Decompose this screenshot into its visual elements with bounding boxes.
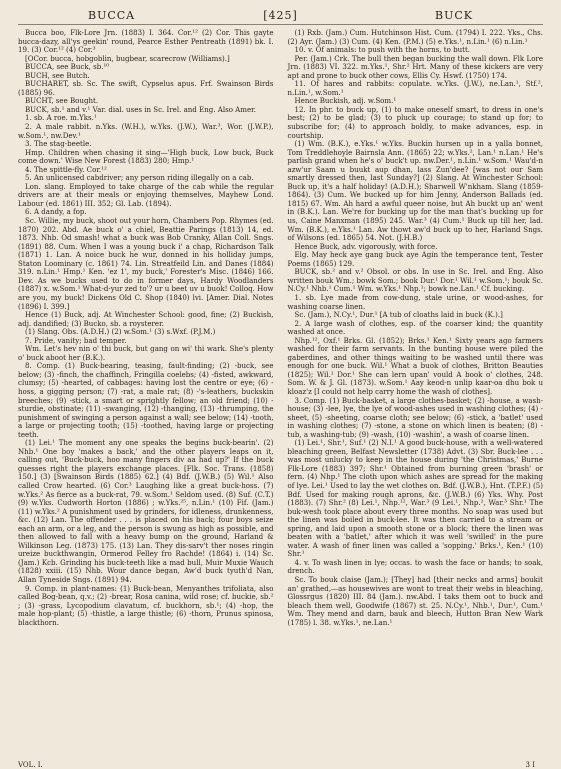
entry-paragraph: BUCHARET, sb. Sc. The swift, Cypselus apus. Frf. Swainson Birds (1885) 96. [18,79,274,97]
entry-paragraph: Bucca boo, Flk-Lore Jrn. (1883) I. 364. Cor.¹² (2) Cor. This gayte bucca-dazy, all'ys geekin' round, Pearce Esther Pentreath (1891) bk. I. 19. (3) Cor.¹² (4) Cor.³ [18,28,274,55]
entry-paragraph: Sc. (Jam.), N.Cy.¹, Dur.¹ [A tub of cloaths laid in buck (K.).] [294,310,503,320]
entry-paragraph: 1. sb. A roe. m.Yks.¹ [25,113,97,123]
entry-paragraph: 4. The spittle-fly. Cor.¹² [25,164,107,174]
entry-paragraph: 7. Pride, vanity; bad temper. [25,335,127,345]
entry-paragraph: Hence Buckish, adj. w.Som.¹ [294,96,397,106]
entry-paragraph: Per. (Jam.) Crk. The bull then began bucking the wall down. Flk Lore Jrn. (1883) VI. 322. m.Yks.¹, Shr.² Hrt. Many of these kickers are very apt and prone to buck other cows, Ellis Cy. Hswf. (1750) 174. [287,53,543,80]
entry-paragraph: (1) Wm. (B.K.), e.Yks.¹ w.Yks. Buckin hursen up in a yalla bonnet, Tom Treddlehoyle Bairnsla Ann. (1865) 22; w.Yks.², Lan.¹ n.Lan.¹ He's parlish grand when he's o' buck't up. nw.Der.¹, n.Lin.¹ w.Som.¹ Wau'd-n azw'ur Saam u buukt aup dhan, lass Zun'dee? [was not our Sam smartly dressed then, last Sunday?] (2) Slang. At Winchester School: Buck up, it's a half holiday! (A.D.H.); Sharwell W'nkham. Slang (1859-1864). (3) Cum. We bucked up for him Jenny, Anderson Ballads (ed. 1815) 67. Wm. Ah hard a awful queer noise, but Ah buckt up an' went in (B.K.). Lan. We're for bucking up for the man that's bucking up for us, Caine Manxman (1895) 245. War.³ (4) Cum.¹ Buck up till her, lad. Wm. (B.K.), e.Yks.¹ Lan. Aw thowt aw'd buck up to her, Harland Sngs. of Wilsons (ed. 1865) 54. Not. (J.H.B.) [287,139,543,243]
entry-paragraph: Sc. Willie, my buck, shoot out your horn, Chambers Pop. Rhymes (ed. 1870) 202. Abd. Ae buck o' a chiel, Beattie Parings (1813) 14, ed. 1873. Nhb. Od smash! what a buck was Bob Cranky, Allan Coll. Sngs. (1891) 88. Cum. When I was a young buck i' a chap, Richardson Talk (1871) 1. Lan. A noice buck he wur, donned in his holliday jumps, Staton Loominary (c. 1861) 74. Lin. Streatfeild Lin. and Danes (1884) 319. n.Lin.¹ Hmp.¹ Ken. 'ez 1', my buck,' Forester's Misc. (1846) 166. Dev. As we bucks used to do in former days, Hardy Woodlanders (1887) x. w.Som.¹ What-d-yur zed to'? ur u beet uv u buok! Colloq. How are you, my buck! Dickens Old C. Shop (1840) lvi. [Amer. Dial. Notes (1896) I. 399.] [18,216,274,311]
entry-paragraph: 8. Comp. (1) Buck-bearing, teasing, fault-finding; (2) -buck, see below; (3) -finch, the chaffinch, Fringilla coelebs; (4) -fisted, awkward, clumsy; (5) -hearted, of cabbages: having lost the centre or eye; (6) -hoss, a gigging person; (7) -rat, a male rat; (8) -'s-leathers, buckskin breeches; (9) -stick, a smart or sprightly fellow; an old friend; (10) -sturdie, obstinate; (11) -swanging, (12) -thanging, (13) -thrumping, the punishment of swinging a person against a wall; see below; (14) -tooth, a large or projecting tooth; (15) -toothed, having large or projecting teeth. [18,361,274,439]
entry-paragraph: BUCH, see Butch. [25,70,90,80]
entry-paragraph: 5. An unlicensed cabdriver; any person riding illegally on a cab. [25,173,254,183]
entry-paragraph: BUCK, sb.¹ and v.¹ Var. dial. uses in Sc. Irel. and Eng. Also Amer. [25,104,256,114]
entry-paragraph: 11. Of hares and rabbits: copulate. w.Yks. (J.W.), ne.Lan.¹, Stf.², n.Lin.¹, w.Som.¹ [287,79,543,97]
right-column [288,29,544,627]
entry-paragraph: (1) Lei.¹ The moment any one speaks the begins buck-bearin'. (2) Nhb.¹ One boy 'makes a back,' and the other players leaps on it, calling out, 'Buck-buck, hoo many fingers div aa had up?' If the buck guesses right the players exchange places. [Flk. Soc. Trans. (1858) 150.] (3) [Swainson Birds (1885) 62.] (4) Bdf. (J.W.B.) (5) Wil.¹ Also called Crow hearted. (6) Cor.³ Laughing like a great buck-hoss. (7) w.Yks.² As fierce as a buck-rat, 79. w.Som.¹ Seldom used. (8) Suf. (C.T.) (9) w.Yks. Cudworth Horton (1886) ; w.Yks.²⁵, n.Lin.¹ (10) Fif. (Jam.) (11) w.Yks.² A punishment used by grinders, for idleness, drunkenness, &c. (12) Lan. The offender . . . is placed on his back; four boys seize each an arm, or a leg, and the person is swung as high as possible, and then allowed to fall with a heavy bump on the ground, Harland & Wilkinson Leg. (1873) 175. (13) Lan. They dis-sarv't ther noses ringin ureize buckthwangin, Ormerod Felley fro Rachde! (1864) i. (14) Sc. (Jam.) Kcb. Grinding his buck-teeth like a mad bull, Muir Muxie Wauch (1828) xxiii. (15) Nhb. Wour dance began, Aw'd buck tyuth'd Nan, Allan Tyneside Sngs. (1891) 94. [18,438,274,584]
entry-paragraph: 2. A male rabbit. n.Yks. (W.H.), w.Yks. (J.W.), War.³, Wor. (J.W.P.), w.Som.¹, nw.Dev.¹ [18,122,274,140]
entry-paragraph: Elg. May heck aye gang buck aye Agin the temperance tent, Tester Poems (1865) 129. [287,250,543,268]
entry-paragraph: 9. Comp. in plant-names: (1) Buck-bean, Menyanthes trifoliata, also called Bog-bean, q.v.; (2) -brear, Rosa canina, wild rose; cf. buckie, sb.² ; (3) -grass, Lycopodium clavatum, cf. buckhorn, sb.¹; (4) -hop, the male hop-plant; (5) -thistle, a large thistle; (6) -thorn, Prunus spinosa, blackthorn. [18,583,274,627]
header-left-guideword: BUCCA [88,9,136,22]
page-number: [425] [263,9,298,22]
entry-paragraph: [OCor. bucca, hobgoblin, bugbear, scarecrow (Williams).] [25,53,230,63]
entry-paragraph: Nhp.¹², Oxf.¹ Brks. Gl. (1852); Brks.¹ Ken.¹ Sixty years ago farmers washed for their farm servants. In the bunting house were piled the gaberdines, and other things waiting to be washed until there was enough for one buck. Wil.¹ What a buok of clothes, Britton Beauties (1825); Wil.¹ Dor.¹ She can lern upan' vould A book o' clothes, 248. Som. W. & J. Gl. (1873). w.Som.¹ Aay keod-n unlip kaar-oa dhu bok u kloaz'z [I could not help carry home the wash of clothes]. [287,335,543,396]
entry-paragraph: (1) Slang. Obs. (A.D.H.) (2) w.Som.¹ (3) s.Wxf. (P.J.M.) [25,327,216,337]
entry-paragraph: BUCK, sb.² and v.² Obsol. or obs. In use in Sc. Irel. and Eng. Also written bouk Wm.; bowk Som.; book Dur.¹ Dor.¹ Wil.¹ w.Som.¹; bouk Sc. N.Cy.¹ Nhb.¹ Cum.¹ Wm. w.Yks.¹ Nhp.¹; bowk ne.Lan.¹ Cf. bucking. [287,267,543,294]
header-right-guideword: BUCK [435,9,473,22]
entry-paragraph: Hence (1) Buck, adj. At Winchester School: good, fine; (2) Buckish, adj. dandified; (3) Bucko, sb. a roysterer. [18,310,274,328]
entry-paragraph: 4. v. To wash linen in lye; occas. to wash the face or hands; to soak, drench. [287,557,543,576]
entry-paragraph: 10. v. Of animals: to push with the horns, to butt. [294,45,471,55]
entry-paragraph: BUCCA, see Buck, sb.¹⁰ [25,62,110,72]
entry-paragraph: 3. The stag-beetle. [25,139,92,149]
signature-mark: 3 I [525,761,535,769]
entry-paragraph: 12. In phr. to buck up, (1) to make oneself smart, to dress in one's best; (2) to be glad; (3) to pluck up courage; to stand up for; to subscribe for; (4) to approach boldly, to make advances, esp. in courtship. [287,104,543,140]
entry-paragraph: 6. A dandy, a fop. [25,207,87,217]
entry-paragraph: 3. Comp. (1) Buck-basket, a large clothes-basket; (2) -house, a wash-house; (3) -lee, lye, the lye of wood-ashes used in washing clothes; (4) -sheet, (5) -sheeting, coarse cloth; see below; (6) -stick, a 'batlet' used in washing clothes; (7) -stone, a stone on which linen is beaten; (8) -tub, a washing-tub; (9) -wash, (10) -washin', a wash of coarse linen. [287,395,543,439]
entry-paragraph: 1. sb. Lye made from cow-dung, stale urine, or wood-ashes, for washing coarse linen. [287,292,543,311]
volume-label: VOL. I. [18,761,43,769]
entry-paragraph: Wm. Let's hev nin o' thi buck, but gang on wi' thi wark. She's plenty o' buck aboot her (B.K.). [18,344,274,362]
entry-paragraph: (1) Lei.¹, Shr.¹, Suf.¹ (2) N.I.¹ A good buck-house, with a well-watered bleaching green, Belfast Newsletter (1738) Advt. (3) Sbr. Buck-lee . . . was most unlucky to keep in the house during 'the Christmas,' Burne Flk-Lore (1883) 397; Shr.¹ Obtained from burning green 'brash' or fern. (4) Nhp.¹ The cloth upon which ashes are spread for the making of lye. Lei.¹ Used to lay the wet clothes on. Bdf. (J.W.B.), Hnt. (T.P.F.) (5) Bdf. Used for making rough aprons, &c. (J.W.B.) (6) Yks. Why. Post (1883). (7) Shr.² (8) Lei.¹, Nhp.¹², War.³ (9 Lei.¹, Nhp.², War.³ Shr.¹ The buk-wesh took place about every three months. No soap was used but the linen was boiled in buck-lee. It was then carried to a stream or spring, and laid upon a smooth stone or a block; there the linen was beaten with a 'batlet,' after which it was well 'swilled' in the pure water. A wash of finer linen was called a 'sopping.' Brks.¹, Ken.¹ (10) Shr.¹ [287,438,543,559]
columns [18,29,543,627]
running-header [18,6,543,25]
entry-paragraph: BUCHT, see Bought. [25,96,99,106]
entry-paragraph: 2. A large wash of clothes, esp. of the coarser kind; the quantity washed at once. [287,318,543,337]
entry-paragraph: Hence Buck, adv. vigorously, with force. [294,241,438,251]
entry-paragraph: Lon. slang. Employed to take charge of the cab while the regular drivers are at their meals or enjoying themselves, Mayhew Lond. Labour (ed. 1861) III. 352; Gl. Lab. (1894). [18,181,274,208]
entry-paragraph: (1) Rxb. (Jam.) Cum. Hutchinson Hist. Cum. (1794) I. 222. Yks., Chs. (2) Ayr. (Jam.) (3) Cum. (4) Ken. (P.M.) (5) e.Yks.¹, n.Lin.¹ (6) n.Lin.¹ [287,28,543,46]
entry-paragraph: Hmp. Children when chasing it sing—'High buck, Low buck, Buck come down.' Wise New Forest (1883) 280; Hmp.¹ [18,147,274,166]
entry-paragraph: Sc. To bouk claise (Jam.); [They] had [their necks and arms] boukit an' grathed,—as housewives are wont to treat their webs in bleaching, Glossrgus (1820) III. 84 (Jam.). nw.Abd. I taks them oot to buck and bleach them well, Goodwife (1867) st. 25. N.Cy.¹, Nhb.¹, Dur.¹, Cum.¹ Wm. They mend and darn, bauk and bleech, Hutton Bran New Wark (1785) l. 38. w.Yks.¹, ne.Lan.¹ [287,575,543,627]
left-column [18,29,274,627]
